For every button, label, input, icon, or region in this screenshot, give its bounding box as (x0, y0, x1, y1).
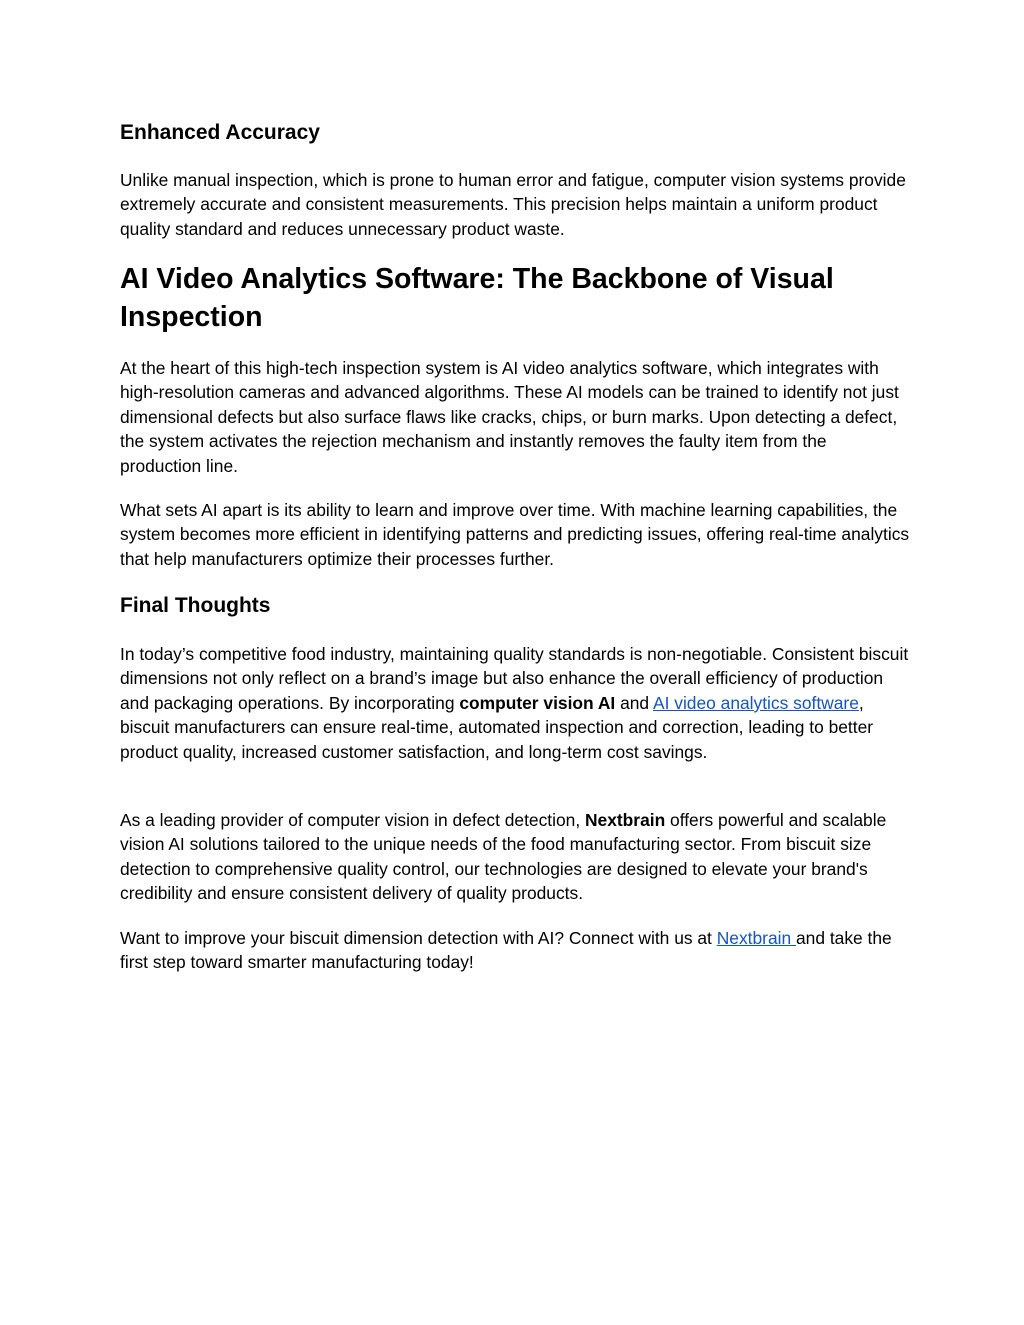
text-segment: and (615, 692, 653, 713)
text-segment: In today’s competitive food industry, maintaining quality standards is non-negotiable. Consistent biscuit dimensions not only reflect on a brand’s image but also enhance the overall efficiency of production and packaging operations. By incorporating (120, 644, 909, 713)
link-nextbrain[interactable]: Nextbrain (716, 928, 796, 948)
text-segment: and take the first step toward smarter manufacturing today! (120, 928, 892, 973)
paragraph-enhanced-accuracy: Unlike manual inspection, which is prone to human error and fatigue, computer vision systems provide extremely accurate and consistent measurements. This precision helps maintain a uniform product quality standard and reduces unnecessary product waste. (120, 170, 906, 239)
text-segment: , biscuit manufacturers can ensure real-time, automated inspection and correction, leading to better product quality, increased customer satisfaction, and long-term cost savings. (120, 692, 874, 762)
paragraph-ai-learning: What sets AI apart is its ability to learn and improve over time. With machine learning capabilities, the system becomes more efficient in identifying patterns and predicting issues, offering real-time analytics that help manufacturers optimize their processes further. (120, 500, 910, 569)
text-segment: As a leading provider of computer vision in defect detection, (120, 810, 585, 830)
paragraph-final-cta (120, 926, 910, 975)
link-ai-video-analytics-software[interactable]: AI video analytics software (652, 692, 859, 713)
paragraph-final-competitive (120, 642, 910, 764)
bold-computer-vision-ai: computer vision AI (459, 692, 616, 713)
heading-ai-video-analytics: AI Video Analytics Software: The Backbone of Visual Inspection (120, 263, 834, 333)
bold-nextbrain: Nextbrain (584, 810, 666, 830)
paragraph-final-nextbrain (120, 808, 910, 906)
heading-enhanced-accuracy: Enhanced Accuracy (120, 121, 320, 144)
heading-final-thoughts: Final Thoughts (120, 594, 271, 617)
text-segment: Want to improve your biscuit dimension detection with AI? Connect with us at (120, 928, 717, 948)
text-segment: offers powerful and scalable vision AI solutions tailored to the unique needs of the food manufacturing sector. From biscuit size detection to comprehensive quality control, our technologies are designed to elevate your brand's credibility and ensure consistent delivery of quality products. (120, 810, 887, 904)
paragraph-ai-heart: At the heart of this high-tech inspection system is AI video analytics software, which integrates with high-resolution cameras and advanced algorithms. These AI models can be trained to identify not just dimensional defects but also surface flaws like cracks, chips, or burn marks. Upon detecting a defect, the system activates the rejection mechanism and instantly removes the faulty item from the production line. (120, 358, 899, 476)
